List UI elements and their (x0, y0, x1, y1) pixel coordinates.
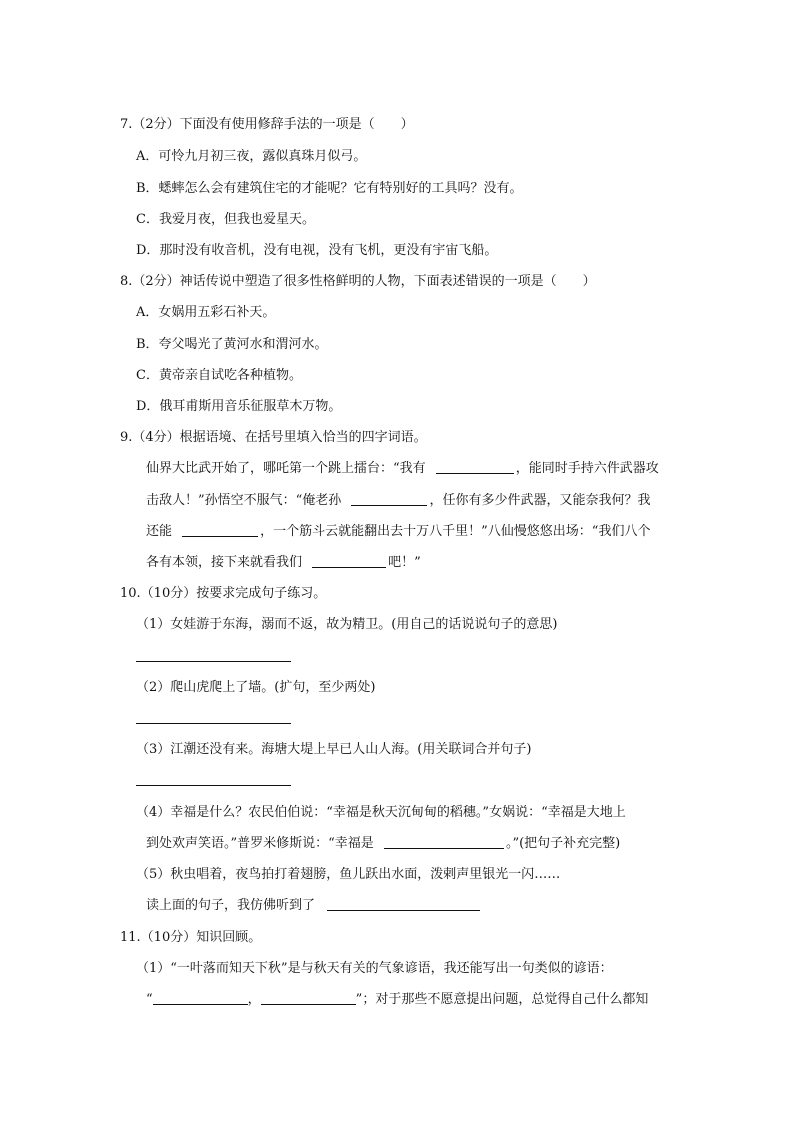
q7-option-d: D．那时没有收音机，没有电视，没有飞机，更没有宇宙飞船。 (136, 243, 498, 258)
q9-blank-4[interactable] (312, 554, 386, 568)
q10-answer-line-3[interactable] (136, 785, 291, 786)
q9-passage-line-1 (146, 460, 659, 478)
q8-option-c: C．黄帝亲自试吃各种植物。 (136, 368, 302, 383)
q11-blank-1[interactable] (153, 991, 248, 1005)
q9-passage-line-4 (146, 554, 421, 572)
q8-option-a: A．女娲用五彩石补天。 (136, 305, 276, 320)
q7-stem: 7.（2分）下面没有使用修辞手法的一项是（ ） (120, 117, 414, 132)
q9-blank-3[interactable] (182, 523, 258, 537)
q8-stem: 8.（2分）神话传说中塑造了很多性格鲜明的人物，下面表述错误的一项是（ ） (120, 274, 596, 289)
q10-text: 到处欢声笑语。”普罗米修斯说：“幸福是 (146, 836, 374, 851)
q10-blank-5[interactable] (327, 897, 480, 911)
q10-sub-4-line-1: （4）幸福是什么？农民伯伯说：“幸福是秋天沉甸甸的稻穗。”女娲说：“幸福是大地上 (136, 805, 626, 820)
q11-stem: 11.（10分）知识回顾。 (120, 930, 262, 945)
q10-answer-line-2[interactable] (136, 723, 291, 724)
q9-passage-line-3 (146, 523, 650, 541)
q9-text: 各有本领，接下来就看我们 (146, 555, 303, 570)
q8-option-b: B．夸父喝光了黄河水和渭河水。 (136, 337, 328, 352)
q10-sub-1: （1）女娃游于东海，溺而不返，故为精卫。(用自己的话说说句子的意思) (136, 617, 558, 632)
q9-text: ，任你有多少件武器，又能奈我何？我 (429, 493, 651, 508)
q7-option-c: C．我爱月夜，但我也爱星天。 (136, 212, 315, 227)
q10-text: 。”(把句子补充完整) (505, 836, 621, 851)
q10-stem: 10.（10分）按要求完成句子练习。 (120, 586, 327, 601)
q10-sub-4-line-2 (146, 835, 620, 853)
q9-text: 击敌人！”孙悟空不服气：“俺老孙 (146, 493, 342, 508)
q9-stem: 9.（4分）根据语境、在括号里填入恰当的四字词语。 (120, 430, 427, 445)
q10-sub-3: （3）江潮还没有来。海塘大堤上早已人山人海。(用关联词合并句子) (136, 742, 532, 757)
q11-sub-1-line-1: （1）“一叶落而知天下秋”是与秋天有关的气象谚语，我还能写出一句类似的谚语： (136, 961, 613, 976)
q11-text: “ (146, 992, 153, 1007)
q9-text: 还能 (146, 524, 173, 539)
q9-text: 仙界大比武开始了，哪吒第一个跳上擂台：“我有 (146, 461, 426, 476)
q7-option-b: B．蟋蟀怎么会有建筑住宅的才能呢？它有特别好的工具吗？没有。 (136, 181, 523, 196)
q10-text: 读上面的句子，我仿佛听到了 (146, 898, 316, 913)
q9-text: 吧！” (388, 555, 421, 570)
q10-blank-4[interactable] (384, 835, 504, 849)
q10-answer-line-1[interactable] (136, 661, 291, 662)
q10-sub-5-line-1: （5）秋虫唱着，夜鸟拍打着翅膀，鱼儿跃出水面，泼剌声里银光一闪…… (136, 867, 561, 882)
q9-passage-line-2 (146, 492, 650, 510)
q8-option-d: D．俄耳甫斯用音乐征服草木万物。 (136, 399, 342, 414)
q9-text: ，一个筋斗云就能翻出去十万八千里！”八仙慢悠悠出场：“我们八个 (260, 524, 651, 539)
q9-text: ，能同时手持六件武器攻 (515, 461, 659, 476)
q11-blank-2[interactable] (261, 991, 356, 1005)
q9-blank-2[interactable] (351, 492, 427, 506)
q9-blank-1[interactable] (436, 460, 514, 474)
q7-option-a: A．可怜九月初三夜，露似真珠月似弓。 (136, 149, 367, 164)
q10-sub-5-line-2 (146, 897, 480, 915)
q11-text: ， (247, 992, 261, 1007)
q10-sub-2: （2）爬山虎爬上了墙。(扩句，至少两处) (136, 680, 376, 695)
q11-text: ”；对于那些不愿意提出问题，总觉得自己什么都知 (355, 992, 649, 1007)
q11-sub-1-line-2 (146, 991, 648, 1009)
